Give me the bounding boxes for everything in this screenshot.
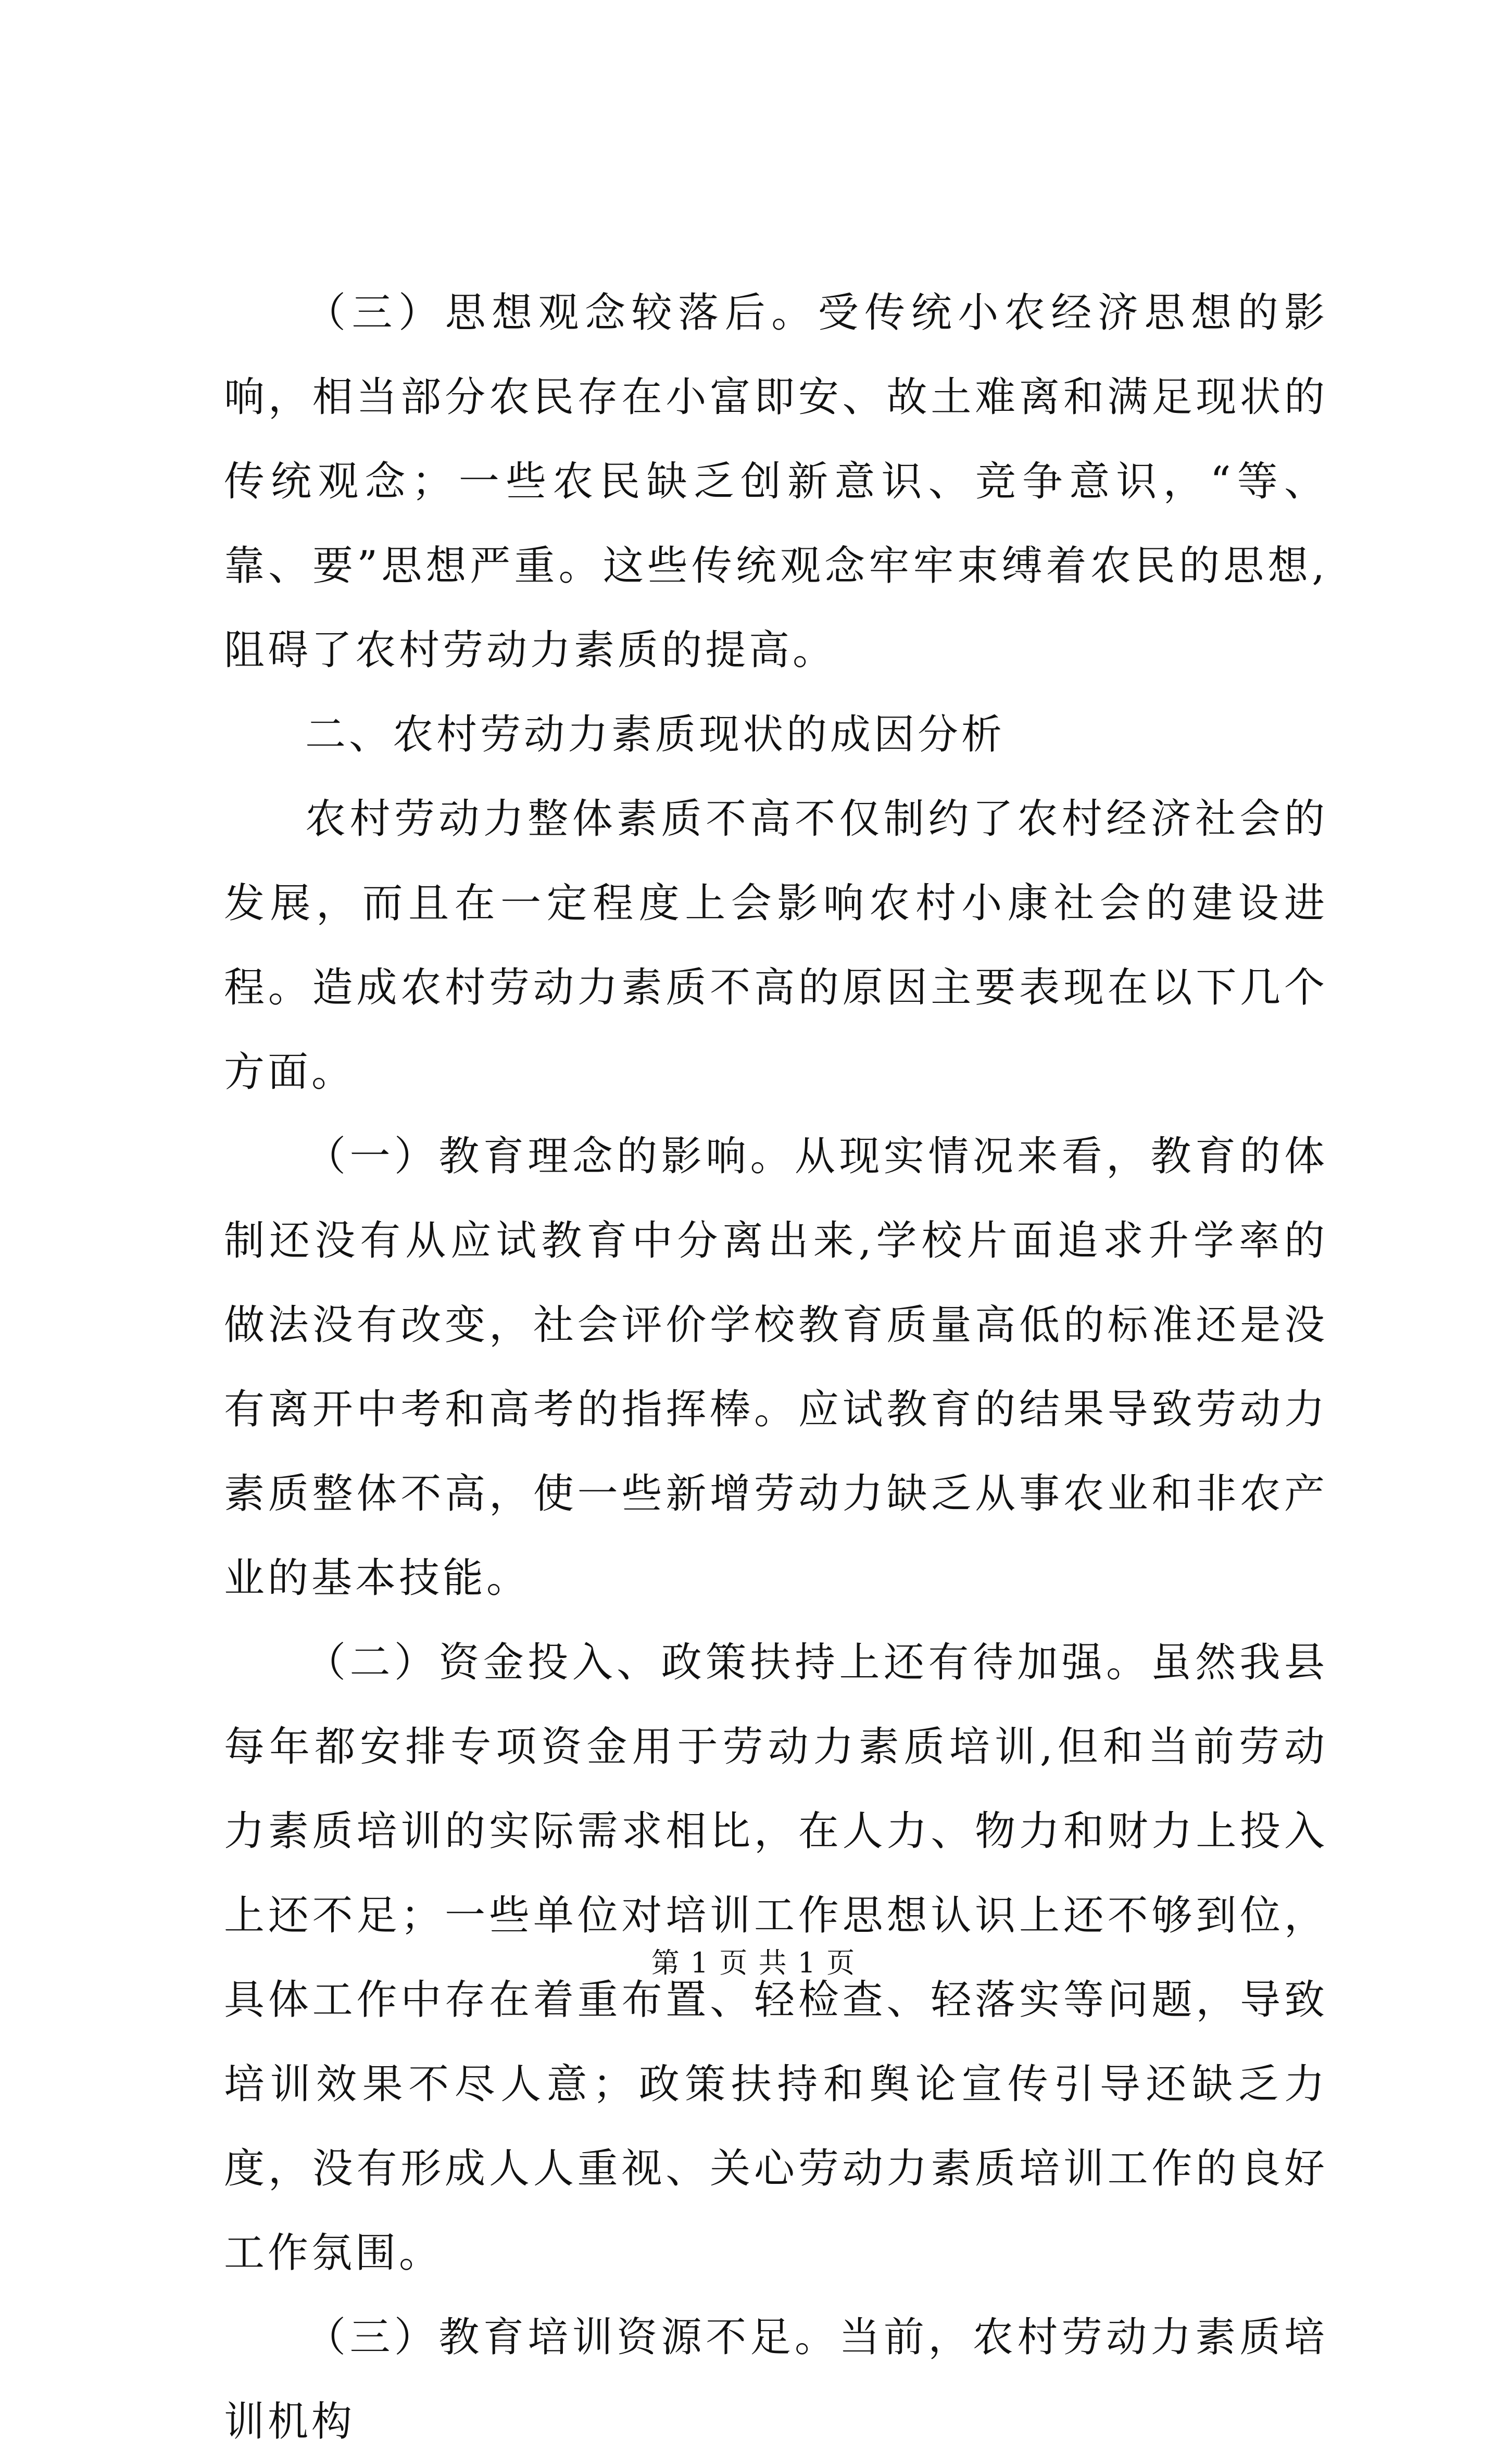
- section-heading-causes: 二、农村劳动力素质现状的成因分析: [305, 711, 1006, 758]
- paragraph-thought-concepts: （三）思想观念较落后。受传统小农经济思想的影响，相当部分农民存在小富即安、故土难离和满足现状的传统观念；一些农民缺乏创新意识、竞争意识，“等、靠、要”思想严重。这些传统观念牢牢束缚着农民的思想,阻碍了农村劳动力素质的提高。: [224, 290, 1328, 674]
- paragraph-education-concept: （一）教育理念的影响。从现实情况来看，教育的体制还没有从应试教育中分离出来,学校片面追求升学率的做法没有改变，社会评价学校教育质量高低的标准还是没有离开中考和高考的指挥棒。应试教育的结果导致劳动力素质整体不高，使一些新增劳动力缺乏从事农业和非农产业的基本技能。: [224, 1133, 1328, 1602]
- paragraph-training-resources: （三）教育培训资源不足。当前，农村劳动力素质培训机构: [224, 2314, 1328, 2445]
- document-body: [224, 271, 1328, 2464]
- paragraph-funding-policy: （二）资金投入、政策扶持上还有待加强。虽然我县每年都安排专项资金用于劳动力素质培训,但和当前劳动力素质培训的实际需求相比，在人力、物力和财力上投入上还不足；一些单位对培训工作思想认识上还不够到位，具体工作中存在着重布置、轻检查、轻落实等问题，导致培训效果不尽人意；政策扶持和舆论宣传引导还缺乏力度，没有形成人人重视、关心劳动力素质培训工作的良好工作氛围。: [224, 1639, 1328, 2277]
- paragraph-intro-causes: 农村劳动力整体素质不高不仅制约了农村经济社会的发展，而且在一定程度上会影响农村小康社会的建设进程。造成农村劳动力素质不高的原因主要表现在以下几个方面。: [224, 796, 1328, 1096]
- page-number-footer: 第 1 页 共 1 页: [651, 1946, 856, 1979]
